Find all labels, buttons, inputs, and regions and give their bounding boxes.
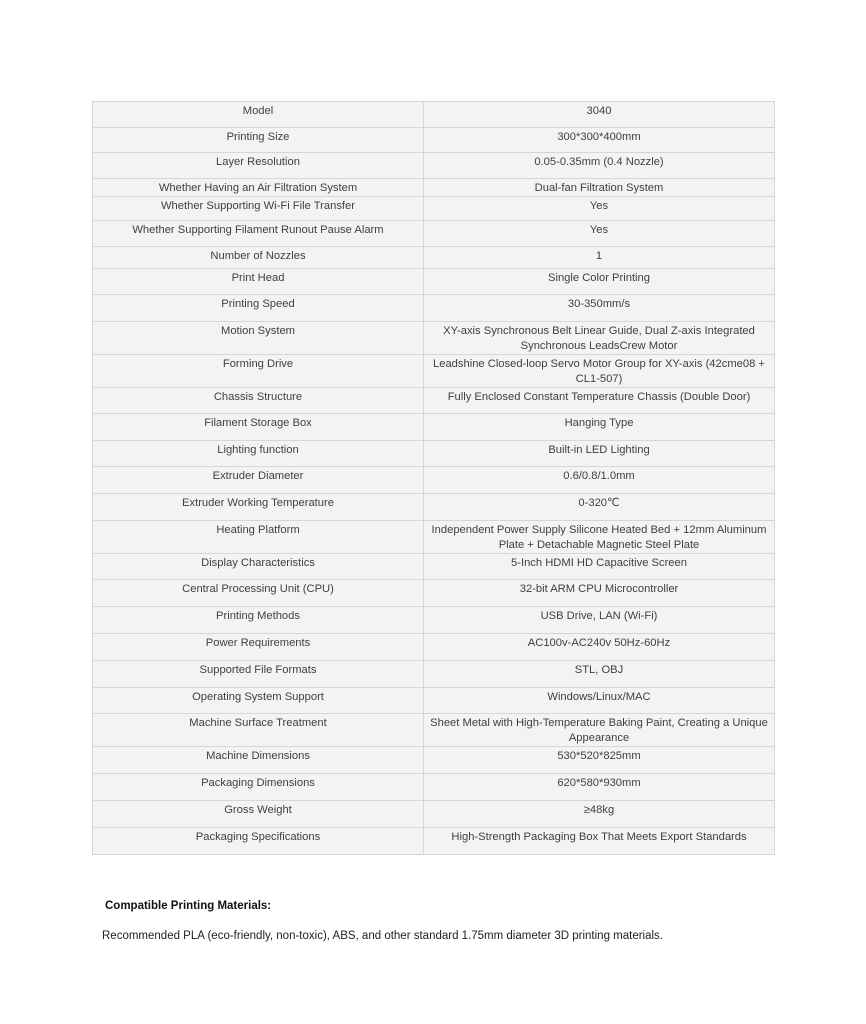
spec-row xyxy=(93,269,775,295)
spec-row xyxy=(93,221,775,247)
spec-row xyxy=(93,355,775,388)
spec-label: Model xyxy=(93,102,424,128)
spec-value: Leadshine Closed-loop Servo Motor Group for XY-axis (42cme08 + CL1-507) xyxy=(424,355,775,388)
spec-label: Whether Supporting Filament Runout Pause Alarm xyxy=(93,221,424,247)
spec-label: Display Characteristics xyxy=(93,554,424,580)
spec-label: Number of Nozzles xyxy=(93,247,424,269)
spec-value: 0.05-0.35mm (0.4 Nozzle) xyxy=(424,153,775,179)
spec-label: Heating Platform xyxy=(93,521,424,554)
spec-value: Yes xyxy=(424,197,775,221)
spec-row xyxy=(93,828,775,855)
spec-label: Machine Dimensions xyxy=(93,747,424,774)
spec-table-body xyxy=(93,102,775,855)
spec-label: Forming Drive xyxy=(93,355,424,388)
spec-value: AC100v-AC240v 50Hz-60Hz xyxy=(424,634,775,661)
spec-value: 620*580*930mm xyxy=(424,774,775,801)
materials-heading: Compatible Printing Materials: xyxy=(105,900,272,912)
spec-value: USB Drive, LAN (Wi-Fi) xyxy=(424,607,775,634)
spec-row xyxy=(93,714,775,747)
spec-row xyxy=(93,661,775,688)
spec-row xyxy=(93,554,775,580)
spec-row xyxy=(93,322,775,355)
spec-value: 3040 xyxy=(424,102,775,128)
spec-value: STL, OBJ xyxy=(424,661,775,688)
spec-label: Motion System xyxy=(93,322,424,355)
spec-label: Printing Size xyxy=(93,128,424,153)
spec-row xyxy=(93,801,775,828)
spec-label: Whether Supporting Wi-Fi File Transfer xyxy=(93,197,424,221)
spec-label: Printing Speed xyxy=(93,295,424,322)
spec-value: 32-bit ARM CPU Microcontroller xyxy=(424,580,775,607)
spec-row xyxy=(93,774,775,801)
spec-label: Gross Weight xyxy=(93,801,424,828)
spec-value: Yes xyxy=(424,221,775,247)
spec-value: Hanging Type xyxy=(424,414,775,441)
spec-value: 300*300*400mm xyxy=(424,128,775,153)
spec-label: Packaging Specifications xyxy=(93,828,424,855)
spec-row xyxy=(93,607,775,634)
spec-row xyxy=(93,521,775,554)
spec-value: Dual-fan Filtration System xyxy=(424,179,775,197)
spec-row xyxy=(93,102,775,128)
spec-row xyxy=(93,747,775,774)
spec-row xyxy=(93,153,775,179)
spec-value: 530*520*825mm xyxy=(424,747,775,774)
spec-label: Print Head xyxy=(93,269,424,295)
spec-value: 5-Inch HDMI HD Capacitive Screen xyxy=(424,554,775,580)
spec-value: XY-axis Synchronous Belt Linear Guide, Dual Z-axis Integrated Synchronous LeadsCrew Motor xyxy=(424,322,775,355)
materials-text: Recommended PLA (eco-friendly, non-toxic), ABS, and other standard 1.75mm diameter 3D printing materials. xyxy=(102,930,664,942)
spec-row xyxy=(93,634,775,661)
spec-label: Extruder Diameter xyxy=(93,467,424,494)
spec-row xyxy=(93,441,775,467)
spec-row xyxy=(93,688,775,714)
spec-label: Supported File Formats xyxy=(93,661,424,688)
spec-value: Single Color Printing xyxy=(424,269,775,295)
spec-table xyxy=(92,101,775,855)
spec-label: Machine Surface Treatment xyxy=(93,714,424,747)
spec-label: Filament Storage Box xyxy=(93,414,424,441)
spec-value: ≥48kg xyxy=(424,801,775,828)
spec-label: Power Requirements xyxy=(93,634,424,661)
spec-label: Lighting function xyxy=(93,441,424,467)
spec-row xyxy=(93,388,775,414)
spec-label: Layer Resolution xyxy=(93,153,424,179)
spec-label: Operating System Support xyxy=(93,688,424,714)
spec-label: Central Processing Unit (CPU) xyxy=(93,580,424,607)
spec-row xyxy=(93,295,775,322)
spec-row xyxy=(93,467,775,494)
spec-row xyxy=(93,580,775,607)
spec-row xyxy=(93,414,775,441)
spec-label: Packaging Dimensions xyxy=(93,774,424,801)
spec-row xyxy=(93,494,775,521)
spec-label: Chassis Structure xyxy=(93,388,424,414)
spec-value: 0-320℃ xyxy=(424,494,775,521)
spec-label: Whether Having an Air Filtration System xyxy=(93,179,424,197)
spec-row xyxy=(93,247,775,269)
spec-label: Extruder Working Temperature xyxy=(93,494,424,521)
spec-value: High-Strength Packaging Box That Meets Export Standards xyxy=(424,828,775,855)
spec-value: Independent Power Supply Silicone Heated Bed + 12mm Aluminum Plate + Detachable Magnetic Steel Plate xyxy=(424,521,775,554)
spec-value: 30-350mm/s xyxy=(424,295,775,322)
spec-row xyxy=(93,179,775,197)
spec-value: Sheet Metal with High-Temperature Baking Paint, Creating a Unique Appearance xyxy=(424,714,775,747)
spec-label: Printing Methods xyxy=(93,607,424,634)
spec-value: Built-in LED Lighting xyxy=(424,441,775,467)
spec-row xyxy=(93,197,775,221)
spec-value: 1 xyxy=(424,247,775,269)
spec-value: 0.6/0.8/1.0mm xyxy=(424,467,775,494)
spec-value: Fully Enclosed Constant Temperature Chassis (Double Door) xyxy=(424,388,775,414)
spec-row xyxy=(93,128,775,153)
spec-value: Windows/Linux/MAC xyxy=(424,688,775,714)
